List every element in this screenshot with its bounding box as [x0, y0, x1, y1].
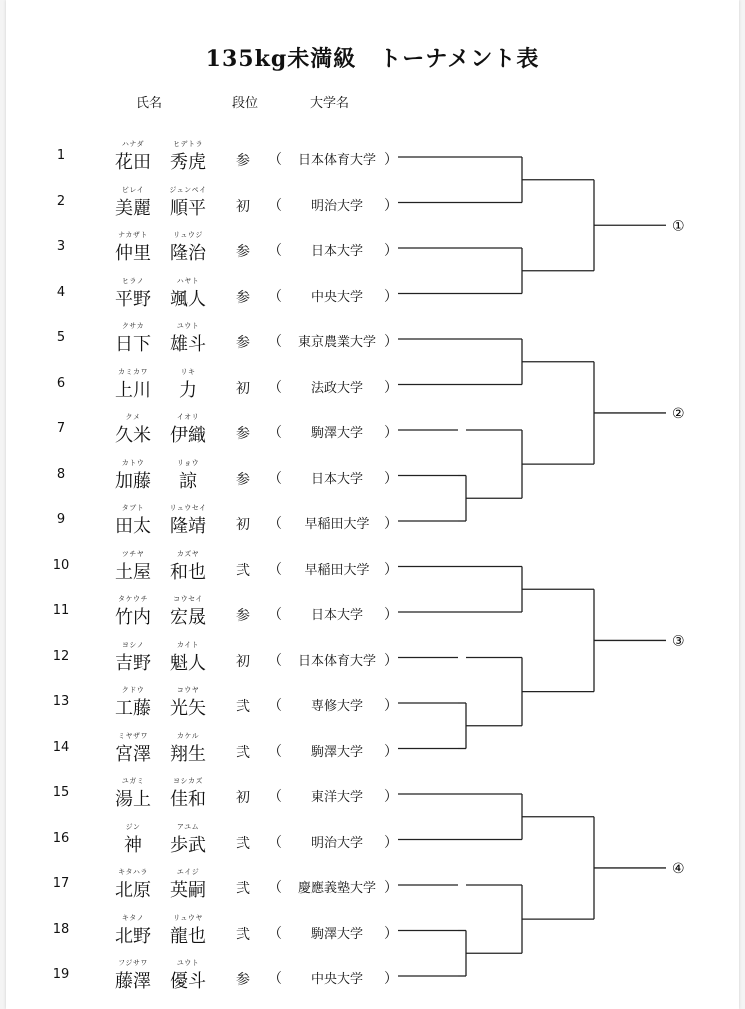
open-paren: （	[268, 470, 282, 487]
competitor-number: 8	[56, 466, 66, 482]
open-paren: （	[268, 425, 282, 441]
close-paren: ）	[384, 197, 398, 214]
given-name-ruby: アユム	[176, 822, 200, 831]
competitor-university: 駒澤大学	[310, 426, 363, 441]
open-paren: （	[268, 789, 282, 805]
close-paren: ）	[384, 152, 398, 168]
given-name-ruby: リュウジ	[173, 231, 203, 239]
competitor-university: 日本大学	[310, 244, 363, 259]
competitor-number: 12	[52, 648, 70, 664]
family-name-text: 吉野	[115, 652, 151, 674]
given-name-text: 和也	[170, 561, 206, 583]
family-name-ruby: クドウ	[121, 686, 145, 694]
family-name-text: 田太	[115, 516, 151, 537]
close-paren: ）	[384, 971, 398, 987]
given-name-text: 隆靖	[170, 516, 206, 537]
competitor-number: 18	[52, 921, 70, 937]
given-name-text: 順平	[170, 197, 206, 219]
given-name-text: 隆治	[170, 243, 206, 264]
competitor-rank: 弐	[236, 881, 250, 897]
competitor-number: 2	[56, 193, 66, 209]
open-paren: （	[268, 197, 282, 214]
family-name-ruby: クサカ	[121, 322, 145, 330]
competitor-rank: 参	[236, 244, 250, 260]
given-name-ruby: リキ	[180, 367, 196, 376]
block-label: ④	[672, 860, 685, 877]
family-name-text: 花田	[115, 152, 151, 173]
open-paren: （	[268, 152, 282, 168]
competitor-rank: 弐	[236, 835, 250, 852]
family-name-ruby: ヨシノ	[121, 640, 145, 649]
close-paren: ）	[384, 379, 398, 396]
given-name-ruby: ヒデトラ	[173, 140, 203, 148]
family-name-ruby: タブト	[121, 504, 145, 512]
family-name-text: 上川	[115, 379, 151, 401]
given-name-text: 優斗	[170, 971, 206, 992]
competitor-number: 4	[56, 284, 66, 300]
given-name-text: 諒	[179, 470, 197, 492]
given-name-text: 颯人	[170, 288, 206, 310]
family-name-text: 日下	[115, 334, 151, 355]
tournament-sheet	[6, 0, 739, 1009]
family-name-text: 竹内	[115, 607, 151, 628]
open-paren: （	[268, 561, 282, 578]
family-name-text: 美麗	[115, 197, 151, 219]
given-name-ruby: リュウセイ	[169, 504, 207, 512]
given-name-ruby: カイト	[176, 640, 200, 649]
competitor-university: 早稲田大学	[304, 517, 370, 532]
competitor-number: 11	[52, 603, 70, 618]
close-paren: ）	[384, 925, 398, 942]
competitor-rank: 初	[236, 380, 250, 397]
family-name-text: 土屋	[115, 561, 151, 583]
competitor-rank: 初	[236, 653, 250, 670]
open-paren: （	[268, 243, 282, 259]
competitor-number: 9	[56, 512, 66, 527]
given-name-text: 宏晟	[170, 607, 206, 628]
competitor-number: 3	[56, 239, 66, 254]
close-paren: ）	[384, 516, 398, 532]
family-name-ruby: ハナダ	[121, 140, 145, 148]
header-university: 大学名	[310, 96, 350, 111]
family-name-ruby: クメ	[125, 413, 141, 421]
given-name-text: 雄斗	[170, 334, 206, 355]
competitor-university: 東洋大学	[310, 790, 363, 805]
family-name-text: 仲里	[115, 243, 151, 264]
close-paren: ）	[384, 334, 398, 350]
competitor-number: 5	[56, 330, 66, 345]
competitor-rank: 参	[236, 335, 250, 351]
close-paren: ）	[384, 652, 398, 669]
open-paren: （	[268, 743, 282, 760]
open-paren: （	[268, 607, 282, 623]
given-name-text: 光矢	[170, 698, 206, 719]
competitor-number: 19	[52, 967, 70, 982]
competitor-rank: 初	[236, 790, 250, 806]
competitor-university: 中央大学	[310, 289, 363, 305]
given-name-text: 伊織	[170, 425, 206, 446]
family-name-text: 神	[124, 834, 142, 856]
header-rank: 段位	[232, 96, 259, 111]
family-name-ruby: ナカザト	[118, 231, 148, 239]
competitor-rank: 初	[236, 198, 250, 215]
given-name-ruby: カズヤ	[176, 549, 200, 558]
competitor-university: 駒澤大学	[310, 926, 363, 942]
given-name-ruby: エイジ	[176, 868, 200, 876]
competitor-rank: 弐	[236, 699, 250, 715]
open-paren: （	[268, 880, 282, 896]
family-name-text: 工藤	[115, 698, 151, 719]
competitor-university: 東京農業大学	[297, 335, 376, 350]
family-name-ruby: ヒラノ	[121, 276, 145, 285]
given-name-text: 歩武	[170, 834, 206, 856]
given-name-text: 魁人	[170, 652, 206, 674]
competitor-university: 日本大学	[310, 608, 363, 623]
competitor-number: 1	[56, 148, 66, 163]
given-name-ruby: イオリ	[176, 413, 200, 421]
close-paren: ）	[384, 425, 398, 441]
competitor-rank: 初	[236, 517, 250, 533]
competitor-university: 中央大学	[310, 972, 363, 987]
family-name-ruby: ユガミ	[121, 777, 145, 785]
family-name-ruby: ミヤザワ	[118, 731, 148, 740]
family-name-ruby: ツチヤ	[121, 549, 145, 558]
competitor-number: 13	[52, 694, 70, 709]
family-name-ruby: タケウチ	[118, 595, 148, 603]
family-name-ruby: ビレイ	[121, 185, 145, 194]
open-paren: （	[268, 652, 282, 669]
family-name-text: 北原	[115, 880, 151, 901]
family-name-text: 北野	[115, 925, 151, 947]
given-name-ruby: ハヤト	[176, 276, 200, 285]
given-name-ruby: ユウト	[176, 322, 200, 330]
family-name-ruby: キタハラ	[118, 868, 148, 876]
given-name-text: 英嗣	[170, 880, 206, 901]
block-label: ①	[672, 218, 685, 235]
given-name-ruby: ヨシカズ	[173, 777, 203, 785]
block-label: ②	[672, 405, 685, 422]
open-paren: （	[268, 925, 282, 942]
open-paren: （	[268, 834, 282, 851]
close-paren: ）	[384, 470, 398, 487]
family-name-text: 平野	[115, 288, 151, 310]
family-name-ruby: カミカワ	[118, 367, 148, 376]
competitor-rank: 参	[236, 972, 250, 988]
family-name-ruby: カトウ	[121, 458, 145, 467]
given-name-text: 力	[179, 379, 197, 401]
page-title: 135kg未満級 トーナメント表	[205, 46, 540, 72]
given-name-ruby: コウヤ	[176, 686, 200, 694]
competitor-university: 明治大学	[310, 198, 363, 214]
competitor-university: 日本大学	[310, 471, 363, 487]
competitor-rank: 弐	[236, 926, 250, 943]
competitor-number: 6	[56, 375, 66, 391]
given-name-ruby: ジュンペイ	[169, 185, 207, 194]
close-paren: ）	[384, 288, 398, 305]
competitor-university: 専修大学	[310, 699, 363, 714]
block-label: ③	[672, 633, 685, 650]
family-name-text: 久米	[115, 425, 151, 446]
close-paren: ）	[384, 789, 398, 805]
competitor-university: 駒澤大学	[310, 744, 363, 760]
close-paren: ）	[384, 698, 398, 714]
close-paren: ）	[384, 880, 398, 896]
family-name-ruby: ジン	[125, 822, 141, 831]
competitor-rank: 弐	[236, 562, 250, 579]
competitor-rank: 弐	[236, 744, 250, 761]
close-paren: ）	[384, 243, 398, 259]
competitor-rank: 参	[236, 426, 250, 442]
close-paren: ）	[384, 834, 398, 851]
family-name-text: 藤澤	[115, 971, 151, 992]
open-paren: （	[268, 516, 282, 532]
competitor-number: 14	[52, 739, 70, 755]
given-name-text: 秀虎	[170, 152, 206, 173]
open-paren: （	[268, 379, 282, 396]
competitor-rank: 参	[236, 608, 250, 624]
competitor-rank: 参	[236, 153, 250, 169]
close-paren: ）	[384, 561, 398, 578]
competitor-number: 7	[56, 421, 66, 436]
open-paren: （	[268, 334, 282, 350]
competitor-number: 15	[52, 785, 70, 800]
family-name-text: 湯上	[115, 789, 151, 810]
given-name-ruby: リョウ	[176, 458, 200, 467]
family-name-ruby: フジサワ	[118, 959, 148, 967]
competitor-university: 日本体育大学	[297, 153, 376, 168]
competitor-number: 16	[52, 830, 70, 846]
competitor-university: 早稲田大学	[304, 562, 370, 578]
close-paren: ）	[384, 607, 398, 623]
competitor-university: 明治大学	[310, 835, 363, 851]
competitor-university: 慶應義塾大学	[297, 881, 376, 896]
bracket-diagram	[6, 0, 739, 1009]
header-name: 氏名	[136, 96, 163, 111]
competitor-rank: 参	[236, 471, 250, 488]
open-paren: （	[268, 288, 282, 305]
given-name-text: 翔生	[170, 743, 206, 765]
open-paren: （	[268, 698, 282, 714]
competitor-number: 17	[52, 876, 70, 891]
given-name-text: 龍也	[170, 925, 206, 947]
competitor-number: 10	[52, 557, 70, 573]
family-name-ruby: キタノ	[121, 913, 145, 922]
given-name-ruby: カケル	[176, 731, 200, 740]
close-paren: ）	[384, 743, 398, 760]
given-name-ruby: ユウト	[176, 959, 200, 967]
family-name-text: 加藤	[115, 470, 151, 492]
competitor-rank: 参	[236, 289, 250, 306]
competitor-university: 日本体育大学	[297, 653, 376, 669]
competitor-university: 法政大学	[310, 380, 363, 396]
given-name-text: 佳和	[170, 789, 206, 810]
given-name-ruby: リュウヤ	[173, 913, 203, 922]
open-paren: （	[268, 971, 282, 987]
family-name-text: 宮澤	[115, 743, 151, 765]
given-name-ruby: コウセイ	[173, 595, 203, 603]
